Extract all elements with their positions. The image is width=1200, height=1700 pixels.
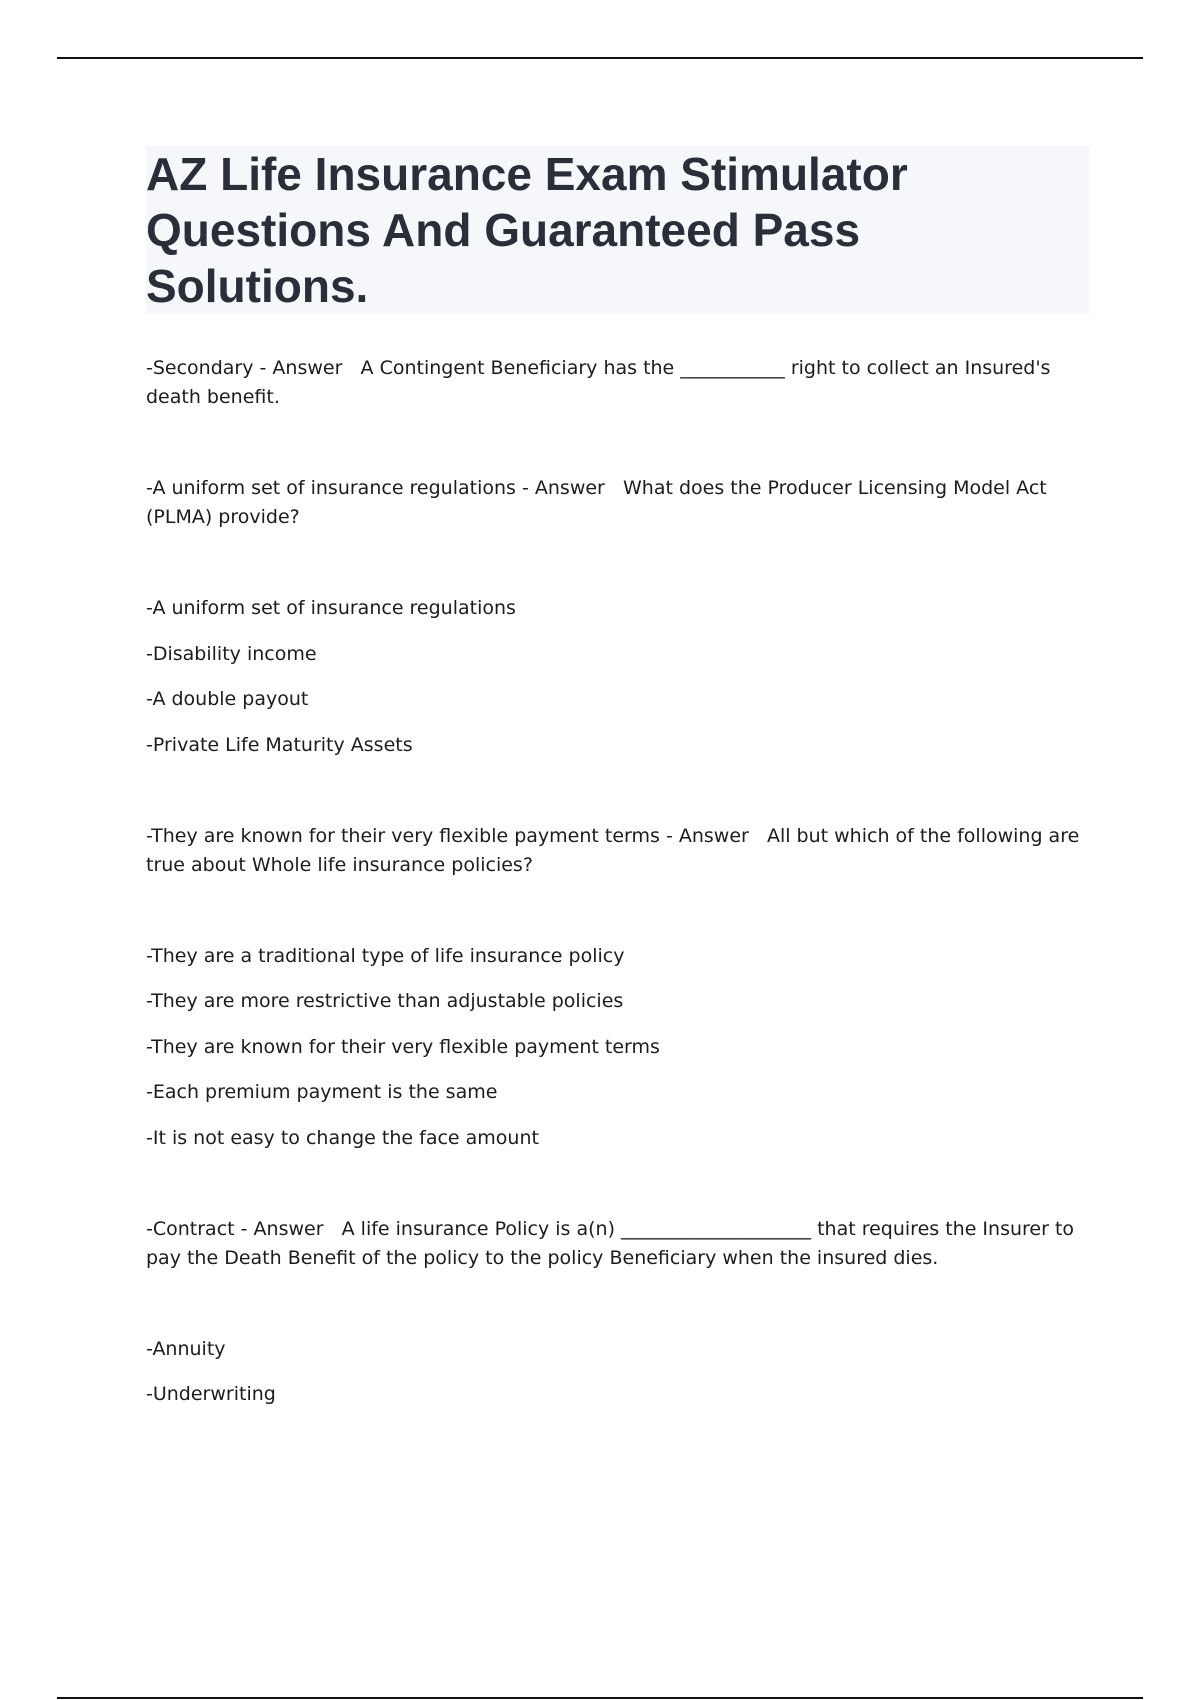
options-list xyxy=(146,594,1081,760)
answer-text: -Secondary - Answer xyxy=(146,357,343,379)
qa-item xyxy=(146,474,1081,532)
answer-text: -They are known for their very flexible payment terms - Answer xyxy=(146,824,749,847)
qa-item xyxy=(146,1215,1081,1273)
option-item: -Disability income xyxy=(146,642,317,665)
qa-item xyxy=(146,354,1081,412)
option-item: -Annuity xyxy=(146,1337,226,1360)
option-item: -A double payout xyxy=(146,688,309,710)
options-list xyxy=(146,942,1081,1153)
top-rule xyxy=(57,57,1143,59)
option-item: -It is not easy to change the face amount xyxy=(146,1126,539,1149)
question-text: All but which of the following are true about Whole life insurance policies? xyxy=(146,824,1080,876)
option-item: -They are known for their very flexible payment terms xyxy=(146,1035,660,1058)
bottom-rule xyxy=(57,1697,1143,1699)
option-item: -Each premium payment is the same xyxy=(146,1081,498,1103)
option-item: -Underwriting xyxy=(146,1383,276,1405)
option-item: -Private Life Maturity Assets xyxy=(146,733,413,756)
question-text: A life insurance Policy is a(n) ____________________ that requires the Insurer to pay the Death Benefit of the policy to the policy Beneficiary when the insured dies. xyxy=(146,1217,1075,1269)
document-body xyxy=(146,354,1081,1409)
question-text: What does the Producer Licensing Model Act (PLMA) provide? xyxy=(146,477,1047,528)
option-item: -A uniform set of insurance regulations xyxy=(146,597,516,619)
qa-item xyxy=(146,822,1081,880)
question-text: A Contingent Beneficiary has the ___________ right to collect an Insured's death benefit. xyxy=(146,357,1051,408)
options-list xyxy=(146,1335,1081,1410)
answer-text: -Contract - Answer xyxy=(146,1217,324,1240)
option-item: -They are more restrictive than adjustable policies xyxy=(146,990,624,1012)
document-title: AZ Life Insurance Exam Stimulator Questions And Guaranteed Pass Solutions. xyxy=(146,148,908,312)
answer-text: -A uniform set of insurance regulations - Answer xyxy=(146,477,605,499)
option-item: -They are a traditional type of life insurance policy xyxy=(146,944,625,967)
